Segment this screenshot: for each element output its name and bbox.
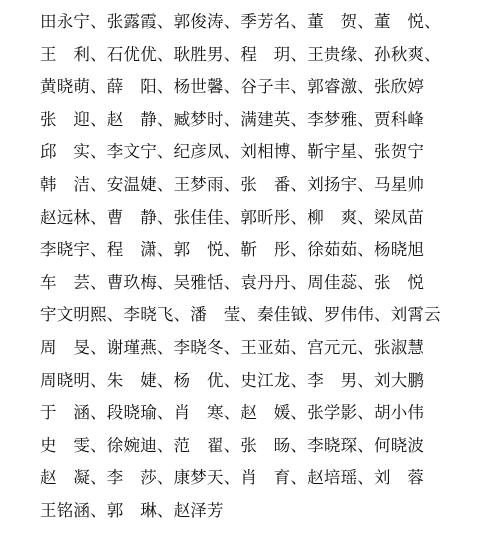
name-line-5: 邱 实、李文宁、纪彦凤、刘相博、靳宇星、张贺宁 bbox=[40, 142, 425, 162]
name-line-15: 赵 凝、李 莎、康梦天、肖 育、赵培瑶、刘 蓉 bbox=[40, 468, 425, 488]
name-line-2: 王 利、石优优、耿胜男、程 玥、王贵缘、孙秋爽、 bbox=[40, 44, 441, 64]
name-line-16: 王铭涵、郭 琳、赵泽芳 bbox=[40, 500, 224, 520]
name-line-4: 张 迎、赵 静、臧梦时、满建英、李梦雅、贾科峰 bbox=[40, 109, 425, 129]
name-line-8: 李晓宇、程 潇、郭 悦、靳 彤、徐茹茹、杨晓旭 bbox=[40, 240, 425, 260]
name-line-6: 韩 洁、安温婕、王梦雨、张 番、刘扬宇、马星帅 bbox=[40, 174, 425, 194]
name-line-12: 周晓明、朱 婕、杨 优、史江龙、李 男、刘大鹏 bbox=[40, 370, 425, 390]
name-line-1: 田永宁、张露霞、郭俊涛、季芳名、董 贺、董 悦、 bbox=[40, 12, 441, 31]
name-line-7: 赵远林、曹 静、张佳佳、郭昕彤、柳 爽、梁凤苗 bbox=[40, 207, 425, 227]
name-line-14: 史 雯、徐婉迪、范 翟、张 旸、李晓琛、何晓波 bbox=[40, 435, 425, 455]
name-line-9: 车 芸、曹玖梅、吴雅恬、袁丹丹、周佳蕊、张 悦 bbox=[40, 272, 425, 292]
name-line-10: 宇文明熙、李晓飞、潘 莹、秦佳钺、罗伟伟、刘霄云 bbox=[40, 305, 441, 325]
name-list bbox=[40, 6, 490, 528]
name-line-11: 周 旻、谢瑾燕、李晓冬、王亚茹、宫元元、张淑慧 bbox=[40, 337, 425, 357]
name-line-3: 黄晓萌、薛 阳、杨世馨、谷子丰、郭睿激、张欣婷 bbox=[40, 77, 425, 97]
name-line-13: 于 涵、段晓瑜、肖 寒、赵 媛、张学影、胡小伟 bbox=[40, 403, 425, 423]
